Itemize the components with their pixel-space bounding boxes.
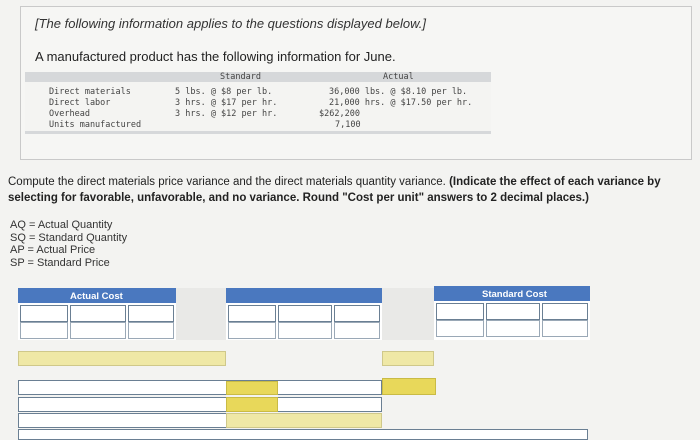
middle-op-value[interactable]	[278, 322, 332, 339]
info-header: [The following information applies to the questions displayed below.]	[35, 16, 426, 31]
quantity-variance-result-highlight[interactable]	[382, 378, 436, 395]
row-label: Direct materials	[49, 87, 131, 97]
standard-value: 5 lbs. @ $8 per lb.	[175, 87, 273, 97]
price-variance-result-highlight[interactable]	[226, 381, 278, 395]
quantity-variance-yellow-right[interactable]	[382, 351, 434, 366]
total-variance-row[interactable]	[18, 429, 588, 440]
actual-value: $262,200	[319, 109, 360, 119]
middle-quantity-value[interactable]	[228, 322, 276, 339]
actual-value: 7,100	[335, 120, 361, 130]
question-instructions	[8, 174, 688, 206]
actual-value: 21,000 hrs. @ $17.50 per hr.	[329, 98, 473, 108]
spacer-column	[176, 288, 226, 340]
actual-price-input[interactable]	[128, 305, 174, 322]
standard-quantity-value[interactable]	[436, 320, 484, 337]
standard-price-value[interactable]	[542, 320, 588, 337]
standard-price-input[interactable]	[542, 303, 588, 320]
price-variance-effect-highlight[interactable]	[226, 397, 278, 412]
column-header-standard: Standard	[220, 72, 261, 82]
quantity-variance-yellow[interactable]	[226, 413, 382, 428]
question-text: Compute the direct materials price variance and the direct materials quantity variance.	[8, 176, 446, 188]
middle-operator-cell[interactable]	[278, 305, 332, 322]
row-label: Overhead	[49, 109, 90, 119]
cost-data-table	[25, 72, 491, 134]
actual-operator-cell[interactable]	[70, 305, 126, 322]
definition-aq: AQ = Actual Quantity	[10, 219, 113, 231]
definition-sp: SP = Standard Price	[10, 256, 110, 269]
price-variance-yellow-left[interactable]	[18, 351, 226, 366]
middle-price-value[interactable]	[334, 322, 380, 339]
middle-cost-header	[226, 288, 382, 303]
spacer-column	[382, 288, 434, 340]
standard-operator-cell[interactable]	[486, 303, 540, 320]
standard-op-value[interactable]	[486, 320, 540, 337]
price-variance-amount-input[interactable]	[18, 380, 382, 395]
info-intro: A manufactured product has the following information for June.	[35, 49, 396, 64]
standard-value: 3 hrs. @ $17 per hr.	[175, 98, 278, 108]
actual-op-value[interactable]	[70, 322, 126, 339]
column-header-actual: Actual	[383, 72, 414, 82]
row-label: Units manufactured	[49, 120, 142, 130]
price-variance-effect-select[interactable]	[18, 397, 382, 412]
actual-cost-label: Actual Cost	[70, 291, 123, 302]
abbreviation-list	[10, 219, 127, 269]
table-footer-bar	[25, 131, 491, 134]
definition-ap: AP = Actual Price	[10, 244, 96, 256]
standard-quantity-input[interactable]	[436, 303, 484, 320]
row-label: Direct labor	[49, 98, 111, 108]
actual-quantity-input[interactable]	[20, 305, 68, 322]
question-bold-text: (Indicate the effect of each variance by selecting for favorable, unfavorable, and no variance. Round "Cost per unit" answers to 2 decimal places.)	[8, 176, 661, 204]
actual-quantity-value[interactable]	[20, 322, 68, 339]
actual-value: 36,000 lbs. @ $8.10 per lb.	[329, 87, 468, 97]
definition-sq: SQ = Standard Quantity	[10, 231, 128, 244]
middle-price-input[interactable]	[334, 305, 380, 322]
actual-price-value[interactable]	[128, 322, 174, 339]
standard-value: 3 hrs. @ $12 per hr.	[175, 109, 278, 119]
middle-quantity-input[interactable]	[228, 305, 276, 322]
standard-cost-label: Standard Cost	[482, 289, 547, 300]
